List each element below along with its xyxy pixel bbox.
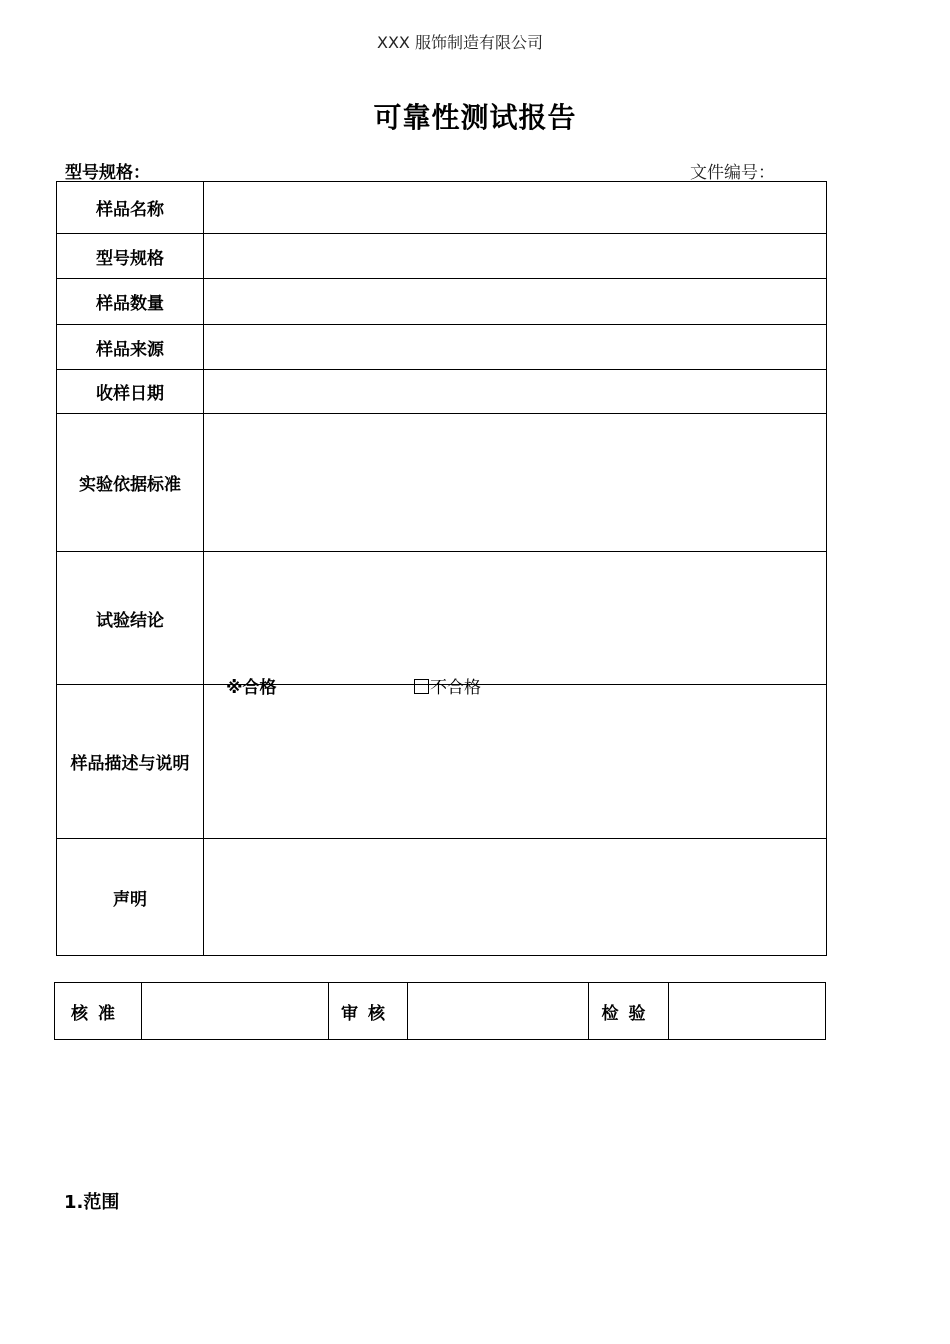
approve-signature-field[interactable] [142, 983, 329, 1040]
receipt-date-field[interactable] [204, 370, 827, 414]
review-signature-field[interactable] [408, 983, 589, 1040]
form-label: 声明 [57, 839, 204, 956]
form-row-sample-description [57, 685, 827, 839]
signature-table [54, 982, 826, 1040]
form-label: 试验结论 [57, 552, 204, 685]
form-row-model-spec [57, 234, 827, 279]
form-label: 样品数量 [57, 279, 204, 325]
form-row-test-standard [57, 414, 827, 552]
fail-option-label: 不合格 [430, 678, 481, 698]
form-label: 收样日期 [57, 370, 204, 414]
form-label: 样品描述与说明 [57, 685, 204, 839]
form-label: 型号规格 [57, 234, 204, 279]
sample-quantity-field[interactable] [204, 279, 827, 325]
form-row-test-conclusion [57, 552, 827, 685]
checkbox-icon[interactable] [414, 679, 429, 694]
report-title: 可靠性测试报告 [373, 101, 577, 134]
form-label: 样品名称 [57, 182, 204, 234]
form-row-receipt-date [57, 370, 827, 414]
inspect-signature-field[interactable] [669, 983, 826, 1040]
sample-source-field[interactable] [204, 325, 827, 370]
review-label: 审核 [329, 983, 408, 1040]
signature-row [55, 983, 826, 1040]
test-standard-field[interactable] [204, 414, 827, 552]
inspect-label: 检验 [589, 983, 669, 1040]
statement-field[interactable] [204, 839, 827, 956]
approve-label: 核准 [55, 983, 142, 1040]
form-row-statement [57, 839, 827, 956]
pass-option[interactable]: ※合格 [226, 678, 277, 698]
form-row-sample-quantity [57, 279, 827, 325]
form-row-sample-source [57, 325, 827, 370]
form-label: 样品来源 [57, 325, 204, 370]
document-number-label: 文件编号： [690, 163, 775, 183]
model-spec-label: 型号规格： [65, 163, 150, 183]
report-form-table [56, 181, 827, 956]
form-row-sample-name [57, 182, 827, 234]
sample-description-field[interactable] [204, 685, 827, 839]
fail-option[interactable] [414, 673, 481, 698]
form-label: 实验依据标准 [57, 414, 204, 552]
model-spec-field[interactable] [204, 234, 827, 279]
company-name: XXX 服饰制造有限公司 [377, 33, 543, 52]
sample-name-field[interactable] [204, 182, 827, 234]
section-heading-scope: 1.范围 [64, 1192, 120, 1213]
test-conclusion-cell [204, 552, 827, 698]
